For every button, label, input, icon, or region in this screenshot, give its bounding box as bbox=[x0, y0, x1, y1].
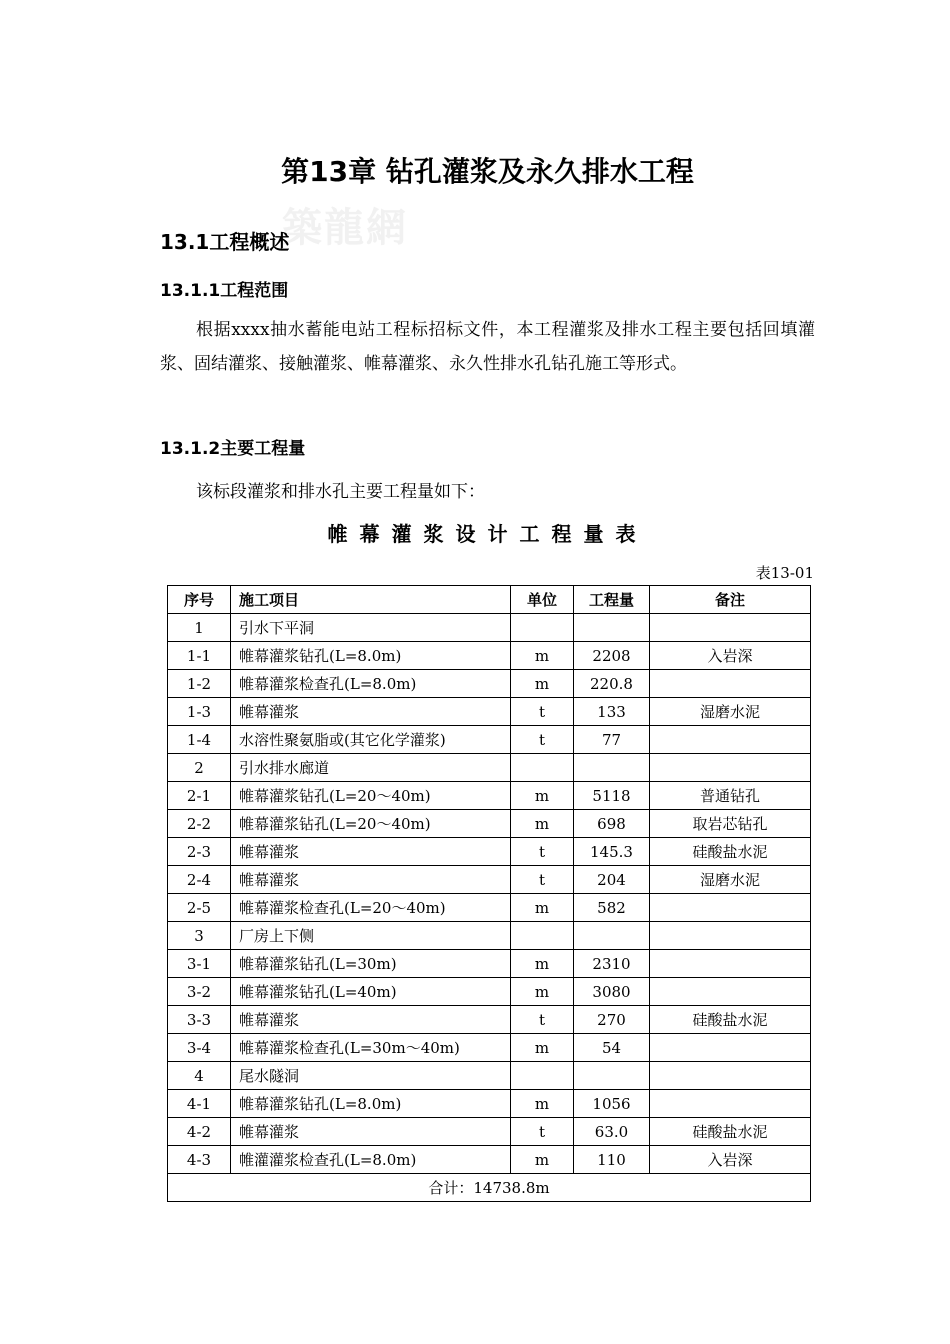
cell-seq: 2-3 bbox=[168, 838, 231, 866]
table-row bbox=[168, 1146, 811, 1174]
cell-unit: m bbox=[511, 670, 574, 698]
cell-remark: 硅酸盐水泥 bbox=[650, 1118, 811, 1146]
cell-quantity: 77 bbox=[574, 726, 650, 754]
cell-unit: t bbox=[511, 1118, 574, 1146]
cell-unit bbox=[511, 1062, 574, 1090]
section-title: 13.1工程概述 bbox=[160, 230, 290, 254]
cell-quantity: 2310 bbox=[574, 950, 650, 978]
cell-item: 帷幕灌浆钻孔(L=8.0m) bbox=[231, 642, 511, 670]
cell-unit bbox=[511, 614, 574, 642]
cell-unit: m bbox=[511, 894, 574, 922]
table-row bbox=[168, 642, 811, 670]
cell-item: 尾水隧洞 bbox=[231, 1062, 511, 1090]
cell-seq: 4 bbox=[168, 1062, 231, 1090]
cell-unit: m bbox=[511, 950, 574, 978]
cell-seq: 3-4 bbox=[168, 1034, 231, 1062]
table-row bbox=[168, 1062, 811, 1090]
cell-unit: m bbox=[511, 1146, 574, 1174]
cell-remark bbox=[650, 614, 811, 642]
cell-remark bbox=[650, 922, 811, 950]
cell-seq: 1-1 bbox=[168, 642, 231, 670]
cell-seq: 2-2 bbox=[168, 810, 231, 838]
watermark-logo: 築龍網 bbox=[282, 204, 408, 251]
subsection-title-scope: 13.1.1工程范围 bbox=[160, 281, 289, 301]
cell-seq: 2-5 bbox=[168, 894, 231, 922]
quantities-intro: 该标段灌浆和排水孔主要工程量如下： bbox=[196, 482, 485, 502]
cell-unit: t bbox=[511, 726, 574, 754]
cell-remark: 入岩深 bbox=[650, 1146, 811, 1174]
cell-seq: 4-2 bbox=[168, 1118, 231, 1146]
cell-quantity: 133 bbox=[574, 698, 650, 726]
cell-remark: 湿磨水泥 bbox=[650, 698, 811, 726]
table-row bbox=[168, 810, 811, 838]
cell-remark: 入岩深 bbox=[650, 642, 811, 670]
cell-item: 帷幕灌浆检查孔(L=20～40m) bbox=[231, 894, 511, 922]
cell-seq: 2 bbox=[168, 754, 231, 782]
cell-item: 帷幕灌浆 bbox=[231, 1118, 511, 1146]
cell-quantity: 63.0 bbox=[574, 1118, 650, 1146]
table-number: 表13-01 bbox=[755, 564, 814, 582]
cell-item: 厂房上下侧 bbox=[231, 922, 511, 950]
cell-seq: 1-2 bbox=[168, 670, 231, 698]
cell-unit bbox=[511, 754, 574, 782]
cell-remark bbox=[650, 894, 811, 922]
table-row bbox=[168, 866, 811, 894]
header-seq: 序号 bbox=[168, 586, 231, 614]
cell-unit: t bbox=[511, 698, 574, 726]
cell-unit: m bbox=[511, 782, 574, 810]
cell-unit bbox=[511, 922, 574, 950]
cell-quantity: 204 bbox=[574, 866, 650, 894]
table-row bbox=[168, 894, 811, 922]
cell-quantity: 582 bbox=[574, 894, 650, 922]
cell-quantity: 5118 bbox=[574, 782, 650, 810]
cell-quantity: 3080 bbox=[574, 978, 650, 1006]
cell-item: 帷幕灌浆 bbox=[231, 1006, 511, 1034]
cell-remark: 取岩芯钻孔 bbox=[650, 810, 811, 838]
cell-quantity: 1056 bbox=[574, 1090, 650, 1118]
cell-seq: 1-3 bbox=[168, 698, 231, 726]
cell-seq: 2-4 bbox=[168, 866, 231, 894]
cell-quantity: 2208 bbox=[574, 642, 650, 670]
table-row bbox=[168, 698, 811, 726]
cell-unit: t bbox=[511, 838, 574, 866]
cell-quantity: 110 bbox=[574, 1146, 650, 1174]
table-row bbox=[168, 950, 811, 978]
cell-quantity: 145.3 bbox=[574, 838, 650, 866]
cell-quantity bbox=[574, 754, 650, 782]
cell-item: 帷幕灌浆钻孔(L=30m) bbox=[231, 950, 511, 978]
table-row bbox=[168, 1118, 811, 1146]
table-total-row bbox=[168, 1174, 811, 1202]
cell-item: 水溶性聚氨脂或(其它化学灌浆) bbox=[231, 726, 511, 754]
cell-item: 帷幕灌浆钻孔(L=40m) bbox=[231, 978, 511, 1006]
cell-seq: 3-2 bbox=[168, 978, 231, 1006]
cell-remark bbox=[650, 670, 811, 698]
cell-unit: t bbox=[511, 866, 574, 894]
cell-quantity bbox=[574, 922, 650, 950]
cell-item: 帷幕灌浆钻孔(L=20～40m) bbox=[231, 782, 511, 810]
table-row bbox=[168, 670, 811, 698]
table-row bbox=[168, 1034, 811, 1062]
cell-remark bbox=[650, 1034, 811, 1062]
table-row bbox=[168, 754, 811, 782]
cell-unit: m bbox=[511, 642, 574, 670]
table-row bbox=[168, 726, 811, 754]
table-row bbox=[168, 978, 811, 1006]
table-row bbox=[168, 1006, 811, 1034]
cell-quantity bbox=[574, 614, 650, 642]
header-quantity: 工程量 bbox=[574, 586, 650, 614]
cell-seq: 3-1 bbox=[168, 950, 231, 978]
cell-seq: 4-3 bbox=[168, 1146, 231, 1174]
cell-remark bbox=[650, 726, 811, 754]
cell-unit: t bbox=[511, 1006, 574, 1034]
cell-remark bbox=[650, 978, 811, 1006]
cell-seq: 3 bbox=[168, 922, 231, 950]
cell-unit: m bbox=[511, 978, 574, 1006]
header-unit: 单位 bbox=[511, 586, 574, 614]
cell-unit: m bbox=[511, 1034, 574, 1062]
cell-remark: 普通钻孔 bbox=[650, 782, 811, 810]
cell-item: 帷幕灌浆检查孔(L=30m～40m) bbox=[231, 1034, 511, 1062]
cell-quantity: 270 bbox=[574, 1006, 650, 1034]
table-title: 帷幕灌浆设计工程量表 bbox=[327, 522, 648, 546]
cell-seq: 4-1 bbox=[168, 1090, 231, 1118]
cell-seq: 1 bbox=[168, 614, 231, 642]
table-row bbox=[168, 782, 811, 810]
cell-unit: m bbox=[511, 810, 574, 838]
cell-quantity: 698 bbox=[574, 810, 650, 838]
quantity-table bbox=[167, 585, 811, 1202]
cell-remark: 硅酸盐水泥 bbox=[650, 838, 811, 866]
cell-remark bbox=[650, 754, 811, 782]
cell-item: 帷幕灌浆钻孔(L=20～40m) bbox=[231, 810, 511, 838]
chapter-title: 第13章 钻孔灌浆及永久排水工程 bbox=[281, 155, 694, 188]
cell-quantity bbox=[574, 1062, 650, 1090]
cell-item: 帷幕灌浆钻孔(L=8.0m) bbox=[231, 1090, 511, 1118]
header-item: 施工项目 bbox=[231, 586, 511, 614]
scope-paragraph: 根据xxxx抽水蓄能电站工程标招标文件，本工程灌浆及排水工程主要包括回填灌浆、固结灌浆、接触灌浆、帷幕灌浆、永久性排水孔钻孔施工等形式。 bbox=[160, 320, 815, 374]
cell-item: 帷幕灌浆 bbox=[231, 698, 511, 726]
cell-seq: 3-3 bbox=[168, 1006, 231, 1034]
cell-item: 帷幕灌浆 bbox=[231, 838, 511, 866]
table-total: 合计：14738.8m bbox=[168, 1174, 811, 1202]
cell-item: 引水下平洞 bbox=[231, 614, 511, 642]
cell-quantity: 54 bbox=[574, 1034, 650, 1062]
cell-remark bbox=[650, 1062, 811, 1090]
cell-remark bbox=[650, 1090, 811, 1118]
cell-item: 帷幕灌浆检查孔(L=8.0m) bbox=[231, 670, 511, 698]
header-remark: 备注 bbox=[650, 586, 811, 614]
cell-seq: 1-4 bbox=[168, 726, 231, 754]
cell-remark: 硅酸盐水泥 bbox=[650, 1006, 811, 1034]
subsection-title-quantities: 13.1.2主要工程量 bbox=[160, 439, 306, 459]
cell-item: 引水排水廊道 bbox=[231, 754, 511, 782]
cell-remark bbox=[650, 950, 811, 978]
cell-quantity: 220.8 bbox=[574, 670, 650, 698]
table-row bbox=[168, 614, 811, 642]
cell-seq: 2-1 bbox=[168, 782, 231, 810]
table-header-row bbox=[168, 586, 811, 614]
table-row bbox=[168, 838, 811, 866]
table-row bbox=[168, 922, 811, 950]
cell-remark: 湿磨水泥 bbox=[650, 866, 811, 894]
cell-item: 帷幕灌浆 bbox=[231, 866, 511, 894]
cell-item: 帷灌灌浆检查孔(L=8.0m) bbox=[231, 1146, 511, 1174]
cell-unit: m bbox=[511, 1090, 574, 1118]
table-row bbox=[168, 1090, 811, 1118]
